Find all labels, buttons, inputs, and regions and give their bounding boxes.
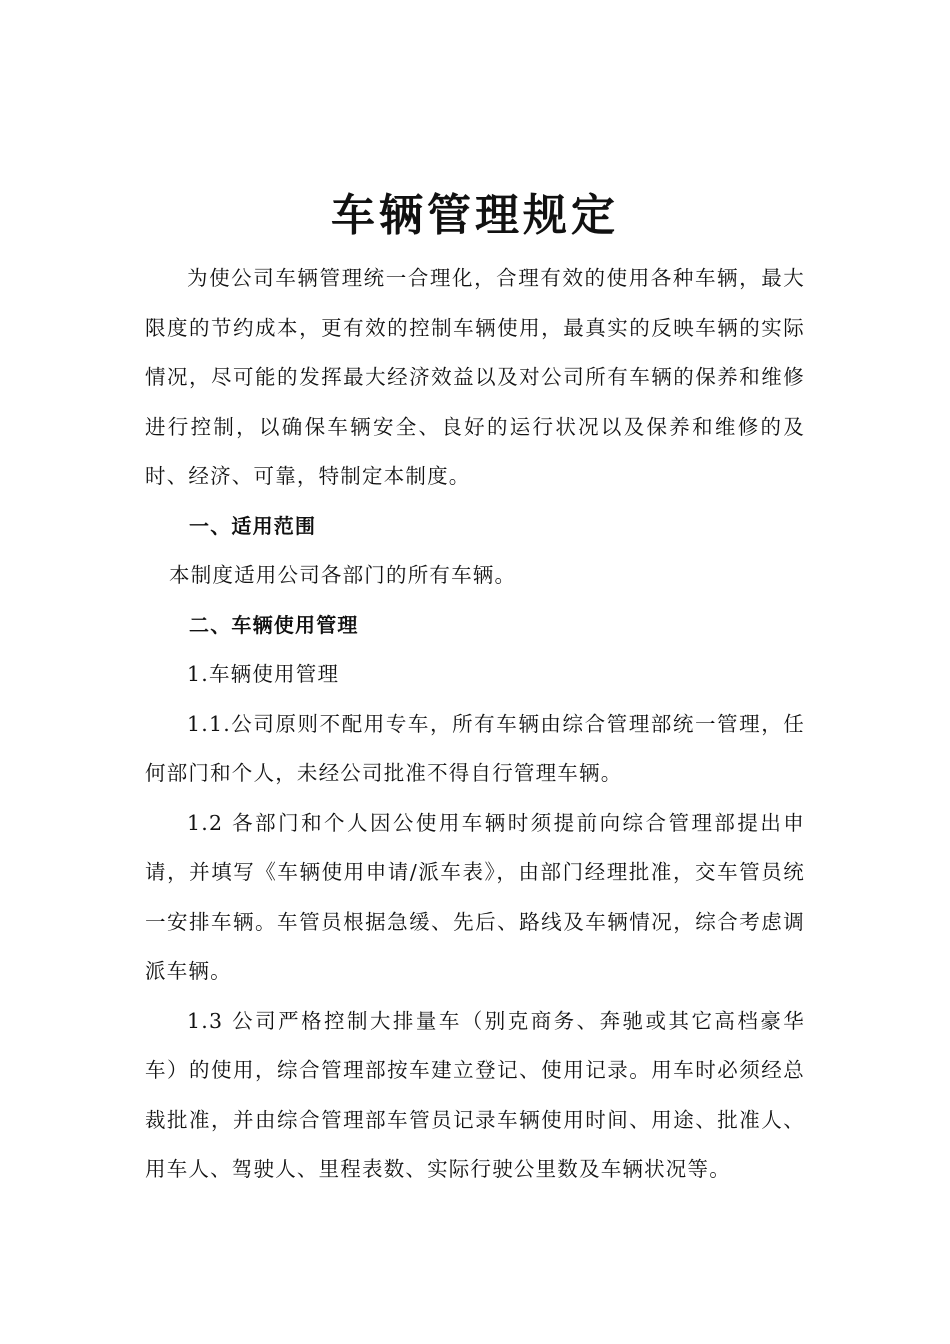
clause-1-2: 1.2 各部门和个人因公使用车辆时须提前向综合管理部提出申请，并填写《车辆使用申请/派车表》，由部门经理批准，交车管员统一安排车辆。车管员根据急缓、先后、路线及车辆情况，综合考虑调派车辆。 bbox=[145, 810, 805, 983]
subsection-title: 1.车辆使用管理 bbox=[187, 662, 340, 686]
document-body bbox=[145, 254, 805, 1195]
scope-paragraph: 本制度适用公司各部门的所有车辆。 bbox=[169, 563, 517, 587]
clause-1-3: 1.3 公司严格控制大排量车（别克商务、奔驰或其它高档豪华车）的使用，综合管理部按车建立登记、使用记录。用车时必须经总裁批准，并由综合管理部车管员记录车辆使用时间、用途、批准人、用车人、驾驶人、里程表数、实际行驶公里数及车辆状况等。 bbox=[145, 1008, 805, 1181]
clause-1-1: 1.1.公司原则不配用专车，所有车辆由综合管理部统一管理，任何部门和个人，未经公司批准不得自行管理车辆。 bbox=[145, 711, 805, 785]
section-heading-vehicle-use: 二、车辆使用管理 bbox=[189, 612, 359, 637]
section-heading-scope: 一、适用范围 bbox=[189, 513, 317, 538]
document-title: 车辆管理规定 bbox=[331, 190, 619, 241]
intro-paragraph: 为使公司车辆管理统一合理化，合理有效的使用各种车辆，最大限度的节约成本，更有效的控制车辆使用，最真实的反映车辆的实际情况，尽可能的发挥最大经济效益以及对公司所有车辆的保养和维修进行控制，以确保车辆安全、良好的运行状况以及保养和维修的及时、经济、可靠，特制定本制度。 bbox=[145, 266, 805, 488]
